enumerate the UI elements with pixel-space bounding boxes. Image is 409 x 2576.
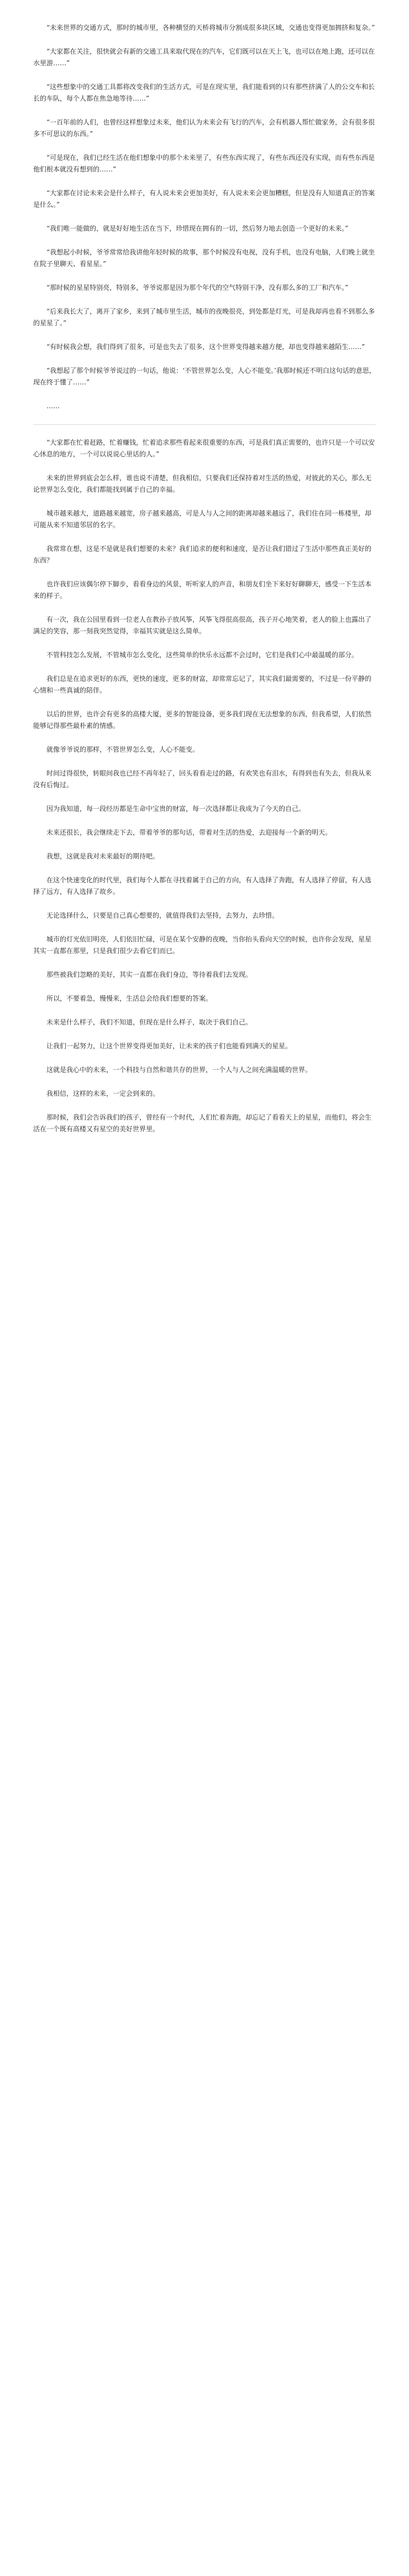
paragraph: “我想起了那个时候爷爷说过的一句话，他说：‘不管世界怎么变，人心不能变。’我那时候还不明白这句话的意思，现在终于懂了……” [33,367,376,386]
paragraph: 我相信，这样的未来，一定会到来的。 [46,1090,160,1097]
paragraph: 让我们一起努力，让这个世界变得更加美好，让未来的孩子们也能看到满天的星星。 [46,1042,292,1050]
paragraph: “大家都在讨论未来会是什么样子，有人说未来会更加美好，有人说未来会更加糟糕，但是没有人知道真正的答案是什么。” [33,189,375,209]
paragraph: 我想，这就是我对未来最好的期待吧。 [46,852,160,860]
paragraph: 未来还很长，我会继续走下去，带着爷爷的那句话，带着对生活的热爱，去迎接每一个新的明天。 [46,829,332,836]
paragraph: 以后的世界，也许会有更多的高楼大厦，更多的智能设备，更多我们现在无法想象的东西，但我希望，人们依然能够记得那些最朴素的情感。 [33,710,372,730]
section-divider [33,424,376,425]
paragraph: 我们总是在追求更好的东西，更快的速度，更多的财富，却常常忘记了，其实我们最需要的，不过是一份平静的心情和一些真诚的陪伴。 [33,675,372,694]
paragraph: “这些想象中的交通工具都将改变我们的生活方式，可是在现实里，我们能看到的只有那些挤满了人的公交车和长长的车队，每个人都在焦急地等待……” [33,83,375,102]
paragraph: 因为我知道，每一段经历都是生命中宝贵的财富，每一次选择都让我成为了今天的自己。 [46,805,306,813]
paragraph: “有时候我会想，我们得到了很多，可是也失去了很多，这个世界变得越来越方便，却也变得越来越陌生……” [46,343,365,351]
paragraph: 未来是什么样子，我们不知道，但现在是什么样子，取决于我们自己。 [46,1018,253,1026]
paragraph: “我们唯一能做的，就是好好地生活在当下，珍惜现在拥有的一切，然后努力地去创造一个更好的未来。” [46,225,349,232]
paragraph: “大家都在关注，很快就会有新的交通工具来取代现在的汽车，它们既可以在天上飞，也可以在地上跑，还可以在水里游……” [33,48,375,67]
paragraph: 所以，不要着急，慢慢来，生活总会给我们想要的答案。 [46,995,213,1002]
paragraph: 有一次，我在公园里看到一位老人在教孙子放风筝，风筝飞得很高很高，孩子开心地笑着，老人的脸上也露出了满足的笑容，那一刻我突然觉得，幸福其实就是这么简单。 [33,616,372,635]
paragraph: 在这个快速变化的时代里，我们每个人都在寻找着属于自己的方向，有人选择了奔跑，有人选择了停留，有人选择了远方，有人选择了故乡。 [33,876,372,896]
paragraph: “我想起小时候，爷爷常常给我讲他年轻时候的故事，那个时候没有电视，没有手机，也没有电脑，人们晚上就坐在院子里聊天、看星星。” [33,248,375,268]
paragraph: 无论选择什么，只要是自己真心想要的，就值得我们去坚持，去努力，去珍惜。 [46,912,279,919]
paragraph: 城市的灯光依旧明亮，人们依旧忙碌，可是在某个安静的夜晚，当你抬头看向天空的时候，也许你会发现，星星其实一直都在那里，只是我们很少去看它们而已。 [33,935,372,955]
paragraph: “未来世界的交通方式，那时的城市里，各种横竖的天桥将城市分割成很多块区域，交通也变得更加拥挤和复杂。” [46,24,375,32]
paragraph: “大家都在忙着赶路，忙着赚钱，忙着追求那些看起来很重要的东西，可是我们真正需要的，也许只是一个可以安心休息的地方，一个可以说说心里话的人。” [33,439,375,458]
paragraph: 这就是我心中的未来，一个科技与自然和谐共存的世界，一个人与人之间充满温暖的世界。 [46,1066,312,1074]
paragraph: 不管科技怎么发展，不管城市怎么变化，这些简单的快乐永远都不会过时，它们是我们心中最温暖的部分。 [46,651,359,659]
paragraph: 那时候，我们会告诉我们的孩子，曾经有一个时代，人们忙着奔跑，却忘记了看看天上的星星，而他们，将会生活在一个既有高楼又有星空的美好世界里。 [33,1113,372,1133]
paragraph: “后来我长大了，离开了家乡，来到了城市里生活，城市的夜晚很亮，到处都是灯光，可是我却再也看不到那么多的星星了。” [33,308,375,327]
paragraph: 未来的世界到底会怎么样，谁也说不清楚，但我相信，只要我们还保持着对生活的热爱，对彼此的关心，那么无论世界怎么变化，我们都能找到属于自己的幸福。 [33,474,372,493]
paragraph: 也许我们应该偶尔停下脚步，看看身边的风景，听听家人的声音，和朋友们坐下来好好聊聊天，感受一下生活本来的样子。 [33,580,372,600]
paragraph: …… [46,402,60,410]
paragraph: “那时候的星星特别亮，特别多，爷爷说那是因为那个年代的空气特别干净，没有那么多的工厂和汽车。” [46,284,349,292]
paragraph: 那些被我们忽略的美好，其实一直都在我们身边，等待着我们去发现。 [46,971,253,979]
paragraph: “一百年前的人们，也曾经这样想象过未来，他们认为未来会有飞行的汽车，会有机器人帮忙做家务，会有很多很多不可思议的东西。” [33,118,375,138]
paragraph: “可是现在，我们已经生活在他们想象中的那个未来里了，有些东西实现了，有些东西还没有实现，而有些东西是他们根本就没有想到的……” [33,154,375,173]
paragraph: 就像爷爷说的那样，不管世界怎么变，人心不能变。 [46,746,200,753]
paragraph: 城市越来越大，道路越来越宽，房子越来越高，可是人与人之间的距离却越来越远了，我们住在同一栋楼里，却可能从来不知道邻居的名字。 [33,509,372,529]
paragraph: 时间过得很快，转眼间我也已经不再年轻了，回头看看走过的路，有欢笑也有泪水，有得到也有失去，但我从来没有后悔过。 [33,769,372,789]
text-body [33,22,376,1135]
paragraph: 我常常在想，这是不是就是我们想要的未来？我们追求的便利和速度，是否让我们错过了生活中那些真正美好的东西？ [33,545,372,564]
